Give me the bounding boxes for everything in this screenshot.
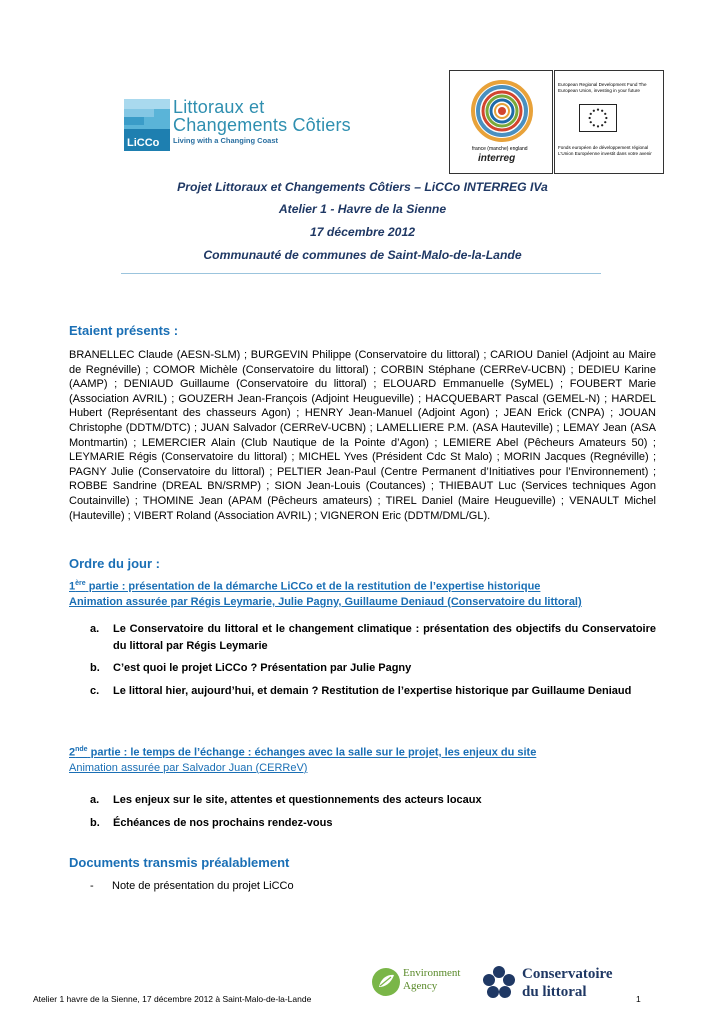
part2-superscript: nde: [75, 746, 88, 753]
agenda-item-text: C’est quoi le projet LiCCo ? Présentation par Julie Pagny: [113, 662, 412, 674]
part1-animation: Animation assurée par Régis Leymarie, Julie Pagny, Guillaume Deniaud (Conservatoire du littoral): [69, 596, 582, 608]
conservatoire-line1: Conservatoire: [522, 966, 613, 982]
agenda-item-label: a.: [90, 794, 100, 806]
agenda-item-label: c.: [90, 685, 100, 697]
meeting-date: 17 décembre 2012: [309, 225, 416, 239]
footer-text: Atelier 1 havre de la Sienne, 17 décembre 2012 à Saint-Malo-de-la-Lande: [33, 994, 312, 1004]
licco-logo-mark: [124, 99, 170, 151]
conservatoire-line2: du littoral: [522, 984, 587, 1000]
part2-title-text: partie : le temps de l’échange : échanges avec la salle sur le projet, les enjeux du site: [87, 746, 537, 759]
part2-animation: Animation assurée par Salvador Juan (CERReV): [69, 762, 308, 774]
interreg-logo: [449, 70, 553, 174]
page-number: 1: [636, 994, 641, 1004]
agenda-item-text: Le Conservatoire du littoral et le changement climatique : présentation des objectifs du Conservatoire du littoral par Régis Leymarie: [113, 623, 656, 652]
title-divider: [121, 273, 601, 274]
document-name: Note de présentation du projet LiCCo: [112, 880, 294, 892]
attendees-list: BRANELLEC Claude (AESN-SLM) ; BURGEVIN Philippe (Conservatoire du littoral) ; CARIOU Daniel (Adjoint au Maire de Regnéville) ; COMOR Michèle (Conservatoire du littoral) ; CORBIN Stéphane (CERReV-UCBN) ; DEDIEU Karine (AAMP) ; DENIAUD Guillaume (Conservatoire du littoral) ; ELOUARD Emmanuelle (SyMEL) ; FOUBERT Marie (Association AVRIL) ; GOUZERH Jean-François (Adjoint Heugueville) ; HACQUEBART Pascal (GEMEL-N) ; HARDEL Hubert (Représentant des chasseurs Agon) ; HENRY Jean-Manuel (Adjoint Agon) ; JEAN Erick (CNPA) ; JOUAN Christophe (DDTM/DTC) ; JUAN Salvador (CERReV-UCBN) ; LAMELLIERE P.M. (ASA Hauteville) ; LEMAY Jean (ASA Montmartin) ; LEMERCIER Alain (Club Nautique de la Pointe d’Agon) ; LEMIERE Abel (Pêcheurs Amateurs 50) ; LEYMARIE Régis (Conservatoire du littoral) ; MICHEL Yves (Président Cdc St Malo) ; MORIN Jacques (Regnéville) ; PAGNY Julie (Conservatoire du littoral) ; PELTIER Jean-Paul (Centre Permanent d’Initiatives pour l’Environnement) ; ROBBE Sandrine (DREAL BN/SRMP) ; SION Jean-Louis (Coutances) ; THIEBAUT Luc (Services techniques Agon Coutainville) ; THOMINE Jean (APAM (Pêcheurs amateurs) ; TIREL Daniel (Maire Heugueville) ; VENAULT Michel (Hauteville) ; VIBERT Roland (Association AVRIL) ; VIGNERON Eric (DDTM/DML/GL).: [69, 349, 656, 522]
environment-agency-line1: Environment: [403, 967, 461, 979]
agenda-heading: Ordre du jour :: [69, 556, 160, 571]
environment-agency-line2: Agency: [403, 980, 438, 992]
part2-title: [69, 746, 669, 759]
interreg-wordmark: interreg: [478, 153, 516, 164]
interreg-subtitle: france (manche) england: [472, 146, 528, 152]
licco-mark-text: LiCCo: [127, 137, 160, 149]
part2-number: 2: [69, 746, 76, 759]
documents-heading: Documents transmis préalablement: [69, 855, 290, 870]
attendees-heading: Etaient présents :: [69, 323, 179, 338]
eu-fund-text-en: European Regional Development Fund The European Union, investing in your future: [558, 82, 647, 93]
part1-title-text: partie : présentation de la démarche LiCCo et de la restitution de l’expertise historique: [85, 580, 541, 593]
eu-flag-icon: [579, 104, 617, 132]
part1-superscript: ère: [75, 580, 86, 587]
agenda-item-text: Les enjeux sur le site, attentes et questionnements des acteurs locaux: [113, 794, 482, 806]
environment-agency-leaf-icon: [371, 967, 401, 997]
list-dash: -: [90, 880, 94, 892]
eu-fund-logo: [554, 70, 664, 174]
documents-list-item: [90, 880, 294, 892]
conservatoire-flower-icon: [480, 964, 518, 1004]
environment-agency-logo: [371, 965, 475, 1003]
licco-title-line1: Littoraux et: [173, 97, 265, 117]
meeting-location: Communauté de communes de Saint-Malo-de-la-Lande: [203, 248, 522, 262]
agenda-item-label: a.: [90, 623, 100, 635]
agenda-item-label: b.: [90, 817, 100, 829]
agenda-item-label: b.: [90, 662, 100, 674]
workshop-title: Atelier 1 - Havre de la Sienne: [278, 202, 447, 216]
licco-logo: [124, 97, 351, 151]
part1-title: [69, 580, 669, 593]
agenda-item-text: Le littoral hier, aujourd’hui, et demain ? Restitution de l’expertise historique par Guillaume Deniaud: [113, 685, 632, 697]
part1-number: 1: [69, 580, 76, 593]
project-title: Projet Littoraux et Changements Côtiers – LiCCo INTERREG IVa: [177, 180, 548, 194]
interreg-target-icon: [471, 80, 533, 142]
conservatoire-logo: [480, 962, 613, 1006]
agenda-item-text: Échéances de nos prochains rendez-vous: [113, 817, 333, 829]
licco-tagline: Living with a Changing Coast: [173, 136, 278, 145]
eu-fund-text-fr: Fonds européen de développement régional L'Union Européenne investit dans votre avenir: [558, 145, 652, 156]
licco-title-line2: Changements Côtiers: [173, 115, 351, 135]
